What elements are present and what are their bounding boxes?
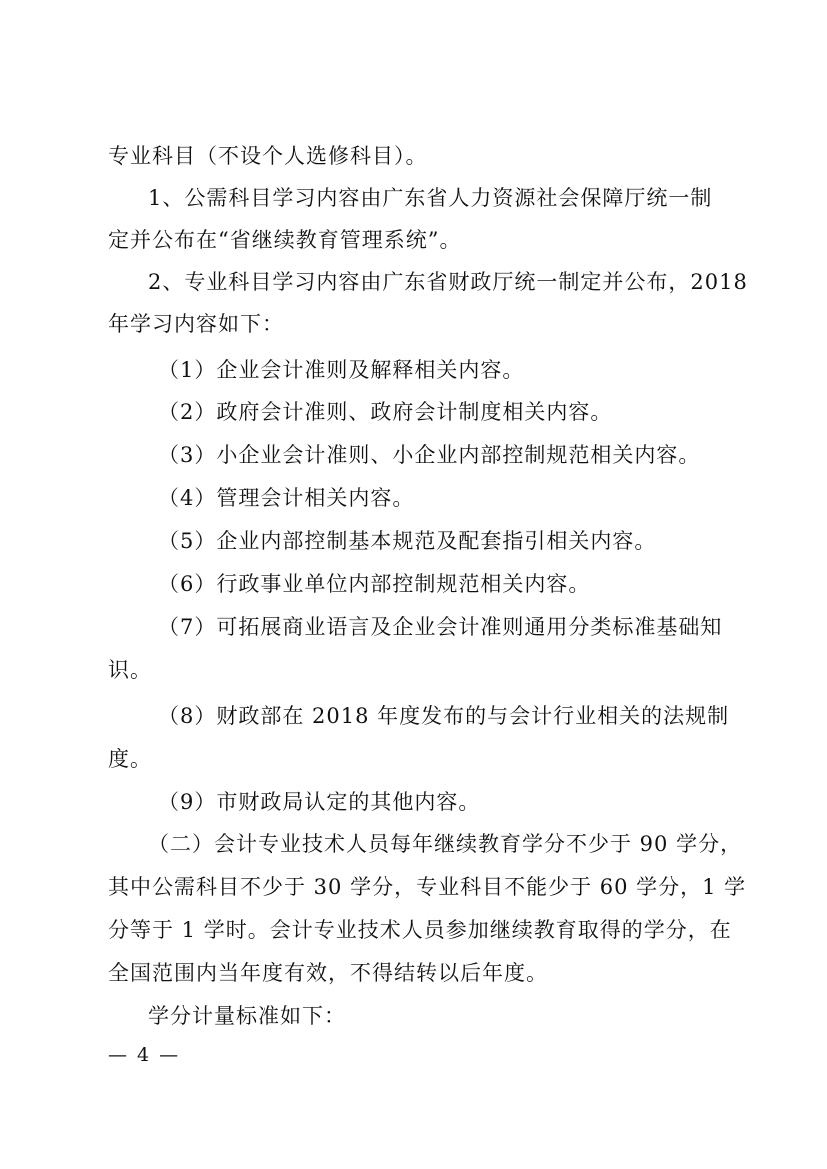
list-item: （5）企业内部控制基本规范及配套指引相关内容。 (158, 529, 657, 553)
list-item: （9）市财政局认定的其他内容。 (158, 790, 481, 814)
paragraph-line: 分等于 1 学时。会计专业技术人员参加继续教育取得的学分，在 (108, 918, 732, 942)
paragraph-line: 年学习内容如下： (108, 312, 284, 336)
paragraph-line: 度。 (108, 747, 152, 771)
paragraph-line: 全国范围内当年度有效，不得结转以后年度。 (108, 961, 548, 985)
list-item: （4）管理会计相关内容。 (158, 486, 415, 510)
paragraph-line: （二）会计专业技术人员每年继续教育学分不少于 90 学分， (148, 832, 743, 856)
paragraph-line: 2、专业科目学习内容由广东省财政厅统一制定并公布，2018 (148, 270, 748, 294)
paragraph-line: 专业科目（不设个人选修科目）。 (108, 144, 428, 168)
paragraph-line: 识。 (108, 658, 152, 682)
page-number: — 4 — (108, 1044, 181, 1066)
paragraph-line: 其中公需科目不少于 30 学分，专业科目不能少于 60 学分，1 学 (108, 875, 747, 899)
list-item: （1）企业会计准则及解释相关内容。 (158, 358, 525, 382)
list-item: （7）可拓展商业语言及企业会计准则通用分类标准基础知 (158, 615, 723, 639)
paragraph-line: 学分计量标准如下： (148, 1004, 346, 1028)
list-item: （8）财政部在 2018 年度发布的与会计行业相关的法规制 (158, 704, 730, 728)
paragraph-line: 定并公布在“省继续教育管理系统”。 (108, 228, 462, 252)
paragraph-line: 1、公需科目学习内容由广东省人力资源社会保障厅统一制 (148, 186, 713, 210)
list-item: （6）行政事业单位内部控制规范相关内容。 (158, 572, 591, 596)
list-item: （3）小企业会计准则、小企业内部控制规范相关内容。 (158, 443, 701, 467)
list-item: （2）政府会计准则、政府会计制度相关内容。 (158, 400, 613, 424)
